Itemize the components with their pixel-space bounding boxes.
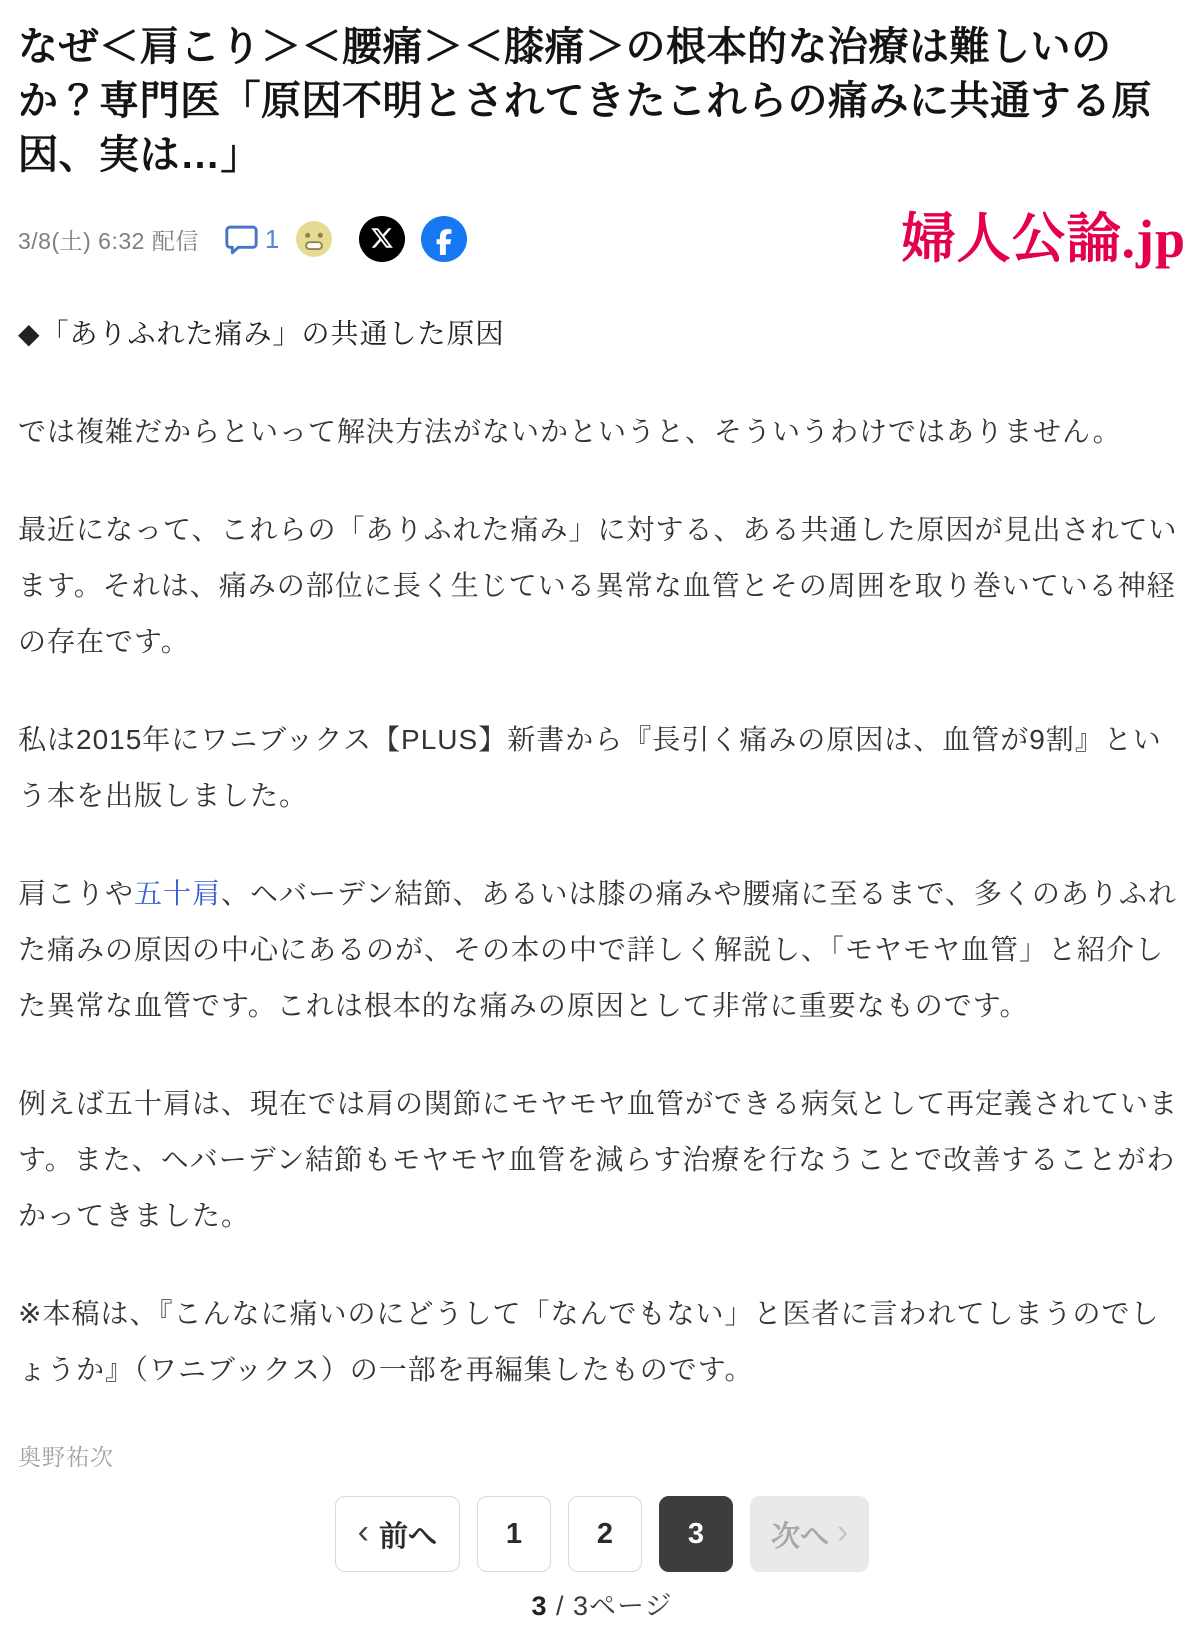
share-facebook-button[interactable] [421,216,467,262]
pagination [18,1496,1186,1572]
share-x-button[interactable] [359,216,405,262]
paragraph-with-link [18,866,1186,1034]
fujinkoron-logo[interactable]: 婦人公論.jp [901,209,1186,269]
current-page-number: 3 [531,1591,548,1621]
comment-bubble-icon [225,224,258,255]
author-name: 奥野祐次 [18,1444,114,1470]
x-logo-icon [370,226,394,253]
pagination-prev-button[interactable] [335,1496,460,1572]
paragraph: ※本稿は、『こんなに痛いのにどうして「なんでもない」と医者に言われてしまうのでしょうか』（ワニブックス）の一部を再編集したものです。 [18,1298,1160,1385]
reaction-smiley-icon[interactable] [295,220,333,258]
prev-label: 前へ [378,1520,437,1553]
comment-count-button[interactable] [225,224,279,255]
pagination-next-button [750,1496,869,1572]
chevron-left-icon: ‹ [357,1512,369,1551]
chevron-right-icon: › [837,1512,849,1551]
paragraph-text: 肩こりや [18,878,135,909]
article-title: なぜ＜肩こり＞＜腰痛＞＜膝痛＞の根本的な治療は難しいのか？専門医「原因不明とされてきたこれらの痛みに共通する原因、実は…」 [18,25,1152,177]
page-total-label: / 3ページ [547,1591,673,1621]
paragraph: 例えば五十肩は、現在では肩の関節にモヤモヤ血管ができる病気として再定義されています。また、ヘバーデン結節もモヤモヤ血管を減らす治療を行なうことで改善することがわかってきました。 [18,1088,1179,1231]
next-label: 次へ [771,1520,830,1553]
paragraph-text: 、ヘバーデン結節、あるいは膝の痛みや腰痛に至るまで、多くのありふれた痛みの原因の中心にあるのが、その本の中で詳しく解説し、「モヤモヤ血管」と紹介した異常な血管です。これは根本的な痛みの原因として非常に重要なものです。 [18,878,1177,1021]
paragraph: では複雑だからといって解決方法がないかというと、そういうわけではありません。 [18,416,1122,447]
paragraph: 私は2015年にワニブックス【PLUS】新書から『長引く痛みの原因は、血管が9割』という本を出版しました。 [18,724,1162,811]
page-indicator [18,1588,1186,1624]
meta-row [18,206,1186,272]
publish-date: 3/8(土) 6:32 配信 [18,227,199,254]
gojukata-link[interactable]: 五十肩 [134,878,222,909]
facebook-logo-icon [431,225,457,254]
pagination-page-1[interactable]: 1 [477,1496,551,1572]
pagination-page-3-current[interactable]: 3 [659,1496,733,1572]
section-heading: ◆「ありふれた痛み」の共通した原因 [18,318,505,349]
pagination-page-2[interactable]: 2 [568,1496,642,1572]
paragraph: 最近になって、これらの「ありふれた痛み」に対する、ある共通した原因が見出されています。それは、痛みの部位に長く生じている異常な血管とその周囲を取り巻いている神経の存在です。 [18,514,1178,657]
meta-left-group [18,216,467,262]
comment-count: 1 [264,223,280,254]
